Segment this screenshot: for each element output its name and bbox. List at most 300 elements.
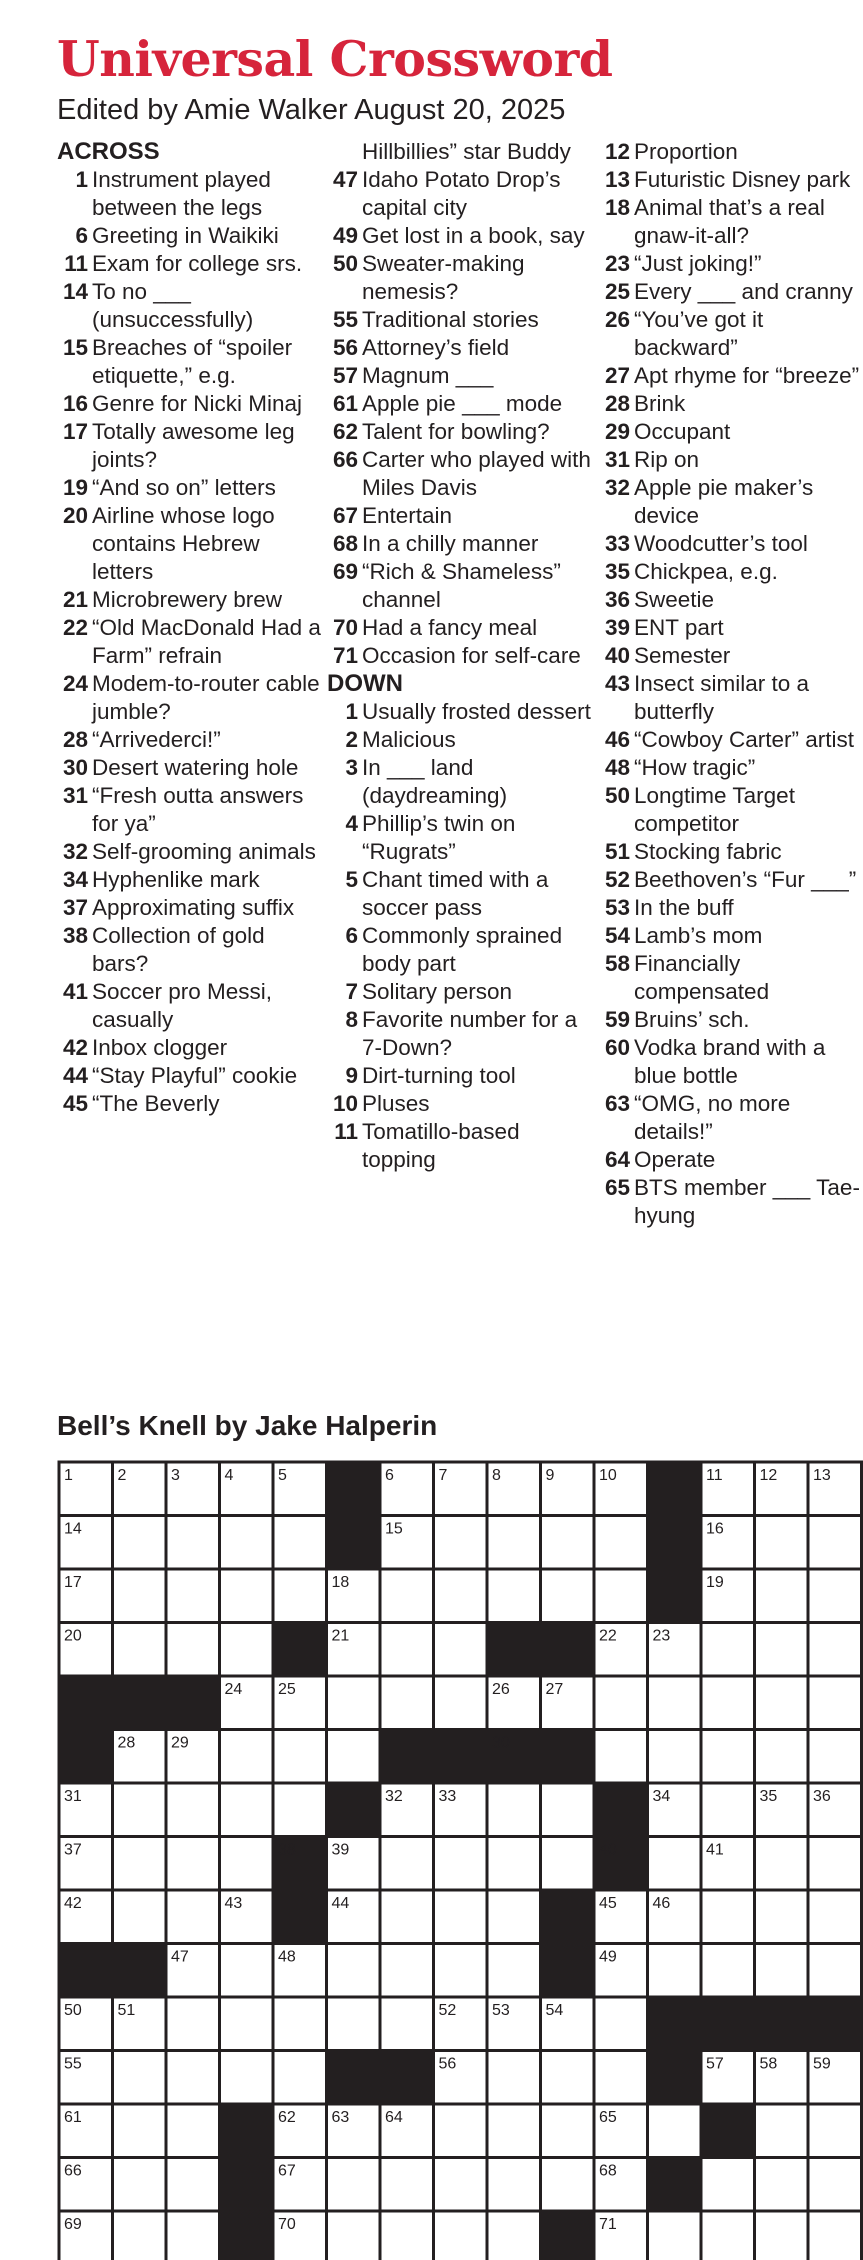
clue-text: Every ___ and cranny [634, 278, 863, 306]
clue-item[interactable] [57, 502, 325, 586]
clue-item[interactable] [327, 866, 595, 922]
clue-item[interactable] [599, 922, 863, 950]
clue-text: Chickpea, e.g. [634, 558, 863, 586]
grid-square[interactable] [755, 1623, 809, 1677]
grid-square[interactable] [273, 1569, 327, 1623]
cell-number: 66 [64, 2163, 82, 2180]
grid-square[interactable] [380, 2211, 434, 2260]
clue-item[interactable] [57, 726, 325, 754]
clue-item[interactable] [57, 978, 325, 1034]
clue-item[interactable] [57, 278, 325, 334]
clue-text: Pluses [362, 1090, 595, 1118]
grid-square[interactable] [166, 2051, 220, 2105]
block-square [541, 1890, 595, 1944]
clue-text: “And so on” letters [92, 474, 325, 502]
grid-square[interactable] [701, 1944, 755, 1998]
grid-square[interactable] [808, 1569, 862, 1623]
clue-number: 23 [599, 250, 630, 278]
clue-item[interactable] [327, 1062, 595, 1090]
grid-square[interactable] [113, 1890, 167, 1944]
clue-item[interactable] [327, 166, 595, 222]
cell-number: 10 [599, 1467, 617, 1484]
grid-square[interactable] [755, 1569, 809, 1623]
clue-text: Malicious [362, 726, 595, 754]
clue-text: Magnum ___ [362, 362, 595, 390]
grid-square[interactable] [166, 1997, 220, 2051]
clue-number: 16 [57, 390, 88, 418]
grid-square[interactable] [701, 1890, 755, 1944]
grid-square[interactable] [380, 1569, 434, 1623]
grid-square[interactable] [594, 1516, 648, 1570]
grid-square[interactable] [541, 1837, 595, 1891]
clue-item[interactable] [599, 726, 863, 754]
cell-number: 5 [278, 1467, 287, 1484]
clue-text: “Rich & Shameless” channel [362, 558, 595, 614]
clue-text: Insect similar to a butterfly [634, 670, 863, 726]
clue-number: 44 [57, 1062, 88, 1090]
grid-square[interactable] [701, 1676, 755, 1730]
grid-square[interactable] [327, 1730, 381, 1784]
grid-square[interactable] [434, 1623, 488, 1677]
grid-square[interactable] [166, 1783, 220, 1837]
clue-item[interactable] [327, 1090, 595, 1118]
grid-square[interactable] [113, 2211, 167, 2260]
clue-item[interactable] [599, 1174, 863, 1230]
clue-text: Occupant [634, 418, 863, 446]
grid-square[interactable] [594, 1676, 648, 1730]
clue-item[interactable] [599, 390, 863, 418]
clue-text: Get lost in a book, say [362, 222, 595, 250]
block-square [113, 1676, 167, 1730]
clue-text: Commonly sprained body part [362, 922, 595, 978]
clue-item[interactable] [57, 894, 325, 922]
clue-item[interactable] [327, 250, 595, 306]
grid-square[interactable] [487, 1569, 541, 1623]
grid-square[interactable] [701, 1783, 755, 1837]
clue-text: Beethoven’s “Fur ___” [634, 866, 863, 894]
grid-square[interactable] [166, 1569, 220, 1623]
clue-item[interactable] [57, 1034, 325, 1062]
clue-item[interactable] [599, 1006, 863, 1034]
grid-square[interactable] [755, 1890, 809, 1944]
grid-square[interactable] [701, 2158, 755, 2212]
clue-text: Talent for bowling? [362, 418, 595, 446]
clue-text: Semester [634, 642, 863, 670]
block-square [648, 1569, 702, 1623]
grid-square[interactable] [380, 2158, 434, 2212]
clue-item[interactable] [599, 138, 863, 166]
block-square [541, 1730, 595, 1784]
grid-square[interactable] [220, 1569, 274, 1623]
grid-square[interactable] [273, 1997, 327, 2051]
clue-number: 53 [599, 894, 630, 922]
cell-number: 68 [599, 2163, 617, 2180]
clue-text: Desert watering hole [92, 754, 325, 782]
clue-item[interactable] [599, 894, 863, 922]
grid-square[interactable] [380, 1997, 434, 2051]
grid-square[interactable] [166, 2104, 220, 2158]
grid-square[interactable] [327, 2211, 381, 2260]
clue-continuation: Hillbillies” star Buddy [327, 138, 595, 166]
block-square [59, 1676, 113, 1730]
grid-square[interactable] [113, 1516, 167, 1570]
clue-text: Phillip’s twin on “Rugrats” [362, 810, 595, 866]
grid-square[interactable] [487, 2104, 541, 2158]
clue-number: 37 [57, 894, 88, 922]
grid-square[interactable] [113, 2104, 167, 2158]
grid-square[interactable] [755, 2158, 809, 2212]
clue-number: 25 [599, 278, 630, 306]
grid-square[interactable] [755, 2211, 809, 2260]
block-square [59, 1730, 113, 1784]
clue-item[interactable] [57, 586, 325, 614]
clue-item[interactable] [599, 754, 863, 782]
clue-number: 69 [327, 558, 358, 586]
grid-square[interactable] [808, 2211, 862, 2260]
clue-item[interactable] [327, 922, 595, 978]
grid-square[interactable] [434, 1569, 488, 1623]
cell-number: 45 [599, 1895, 617, 1912]
grid-square[interactable] [113, 2051, 167, 2105]
grid-square[interactable] [808, 1516, 862, 1570]
grid-square[interactable] [113, 2158, 167, 2212]
clue-item[interactable] [327, 614, 595, 642]
clue-number: 39 [599, 614, 630, 642]
clue-text: Totally awesome leg joints? [92, 418, 325, 474]
grid-square[interactable] [648, 1676, 702, 1730]
grid-square[interactable] [273, 2051, 327, 2105]
grid-square[interactable] [487, 2051, 541, 2105]
down-heading: DOWN [327, 670, 595, 698]
clue-number: 50 [599, 782, 630, 810]
clue-text: Chant timed with a soccer pass [362, 866, 595, 922]
block-square [220, 2104, 274, 2158]
clue-item[interactable] [599, 838, 863, 866]
grid-square[interactable] [648, 1730, 702, 1784]
clue-text: Apple pie ___ mode [362, 390, 595, 418]
grid-square[interactable] [220, 2051, 274, 2105]
grid-square[interactable] [113, 1837, 167, 1891]
grid-square[interactable] [755, 1676, 809, 1730]
grid-square[interactable] [113, 1623, 167, 1677]
clue-item[interactable] [57, 390, 325, 418]
grid-square[interactable] [755, 2104, 809, 2158]
clue-item[interactable] [327, 1118, 595, 1174]
clue-text: To no ___ (unsuccessfully) [92, 278, 325, 334]
block-square [808, 1997, 862, 2051]
cell-number: 37 [64, 1842, 82, 1859]
grid-square[interactable] [220, 1944, 274, 1998]
block-square [701, 1997, 755, 2051]
clue-item[interactable] [57, 418, 325, 474]
grid-square[interactable] [755, 1837, 809, 1891]
clue-item[interactable] [57, 250, 325, 278]
clue-number: 24 [57, 670, 88, 698]
clue-item[interactable] [599, 558, 863, 586]
grid-square[interactable] [541, 1783, 595, 1837]
clue-number: 30 [57, 754, 88, 782]
grid-square[interactable] [755, 1944, 809, 1998]
clue-item[interactable] [327, 698, 595, 726]
clue-number: 61 [327, 390, 358, 418]
grid-square[interactable] [327, 2158, 381, 2212]
clue-text: Woodcutter’s tool [634, 530, 863, 558]
grid-square[interactable] [701, 1730, 755, 1784]
grid-square[interactable] [220, 1783, 274, 1837]
clue-item[interactable] [327, 530, 595, 558]
puzzle-title: Bell’s Knell by Jake Halperin [57, 1410, 437, 1442]
clue-item[interactable] [599, 1146, 863, 1174]
clue-text: Favorite number for a 7-Down? [362, 1006, 595, 1062]
grid-square[interactable] [380, 1837, 434, 1891]
cell-number: 70 [278, 2216, 296, 2233]
clue-number: 32 [599, 474, 630, 502]
grid-svg [57, 1460, 863, 2260]
grid-square[interactable] [487, 1944, 541, 1998]
grid-square[interactable] [220, 1730, 274, 1784]
grid-square[interactable] [808, 1676, 862, 1730]
grid-square[interactable] [273, 1730, 327, 1784]
clue-item[interactable] [599, 642, 863, 670]
grid-square[interactable] [808, 1623, 862, 1677]
clue-text: Sweetie [634, 586, 863, 614]
grid-square[interactable] [273, 1783, 327, 1837]
clue-item[interactable] [327, 642, 595, 670]
clue-item[interactable] [599, 474, 863, 530]
grid-square[interactable] [808, 1890, 862, 1944]
grid-square[interactable] [273, 1516, 327, 1570]
clue-item[interactable] [57, 670, 325, 726]
grid-square[interactable] [487, 2158, 541, 2212]
cell-number: 50 [64, 2002, 82, 2019]
clue-item[interactable] [327, 390, 595, 418]
clue-text: “Cowboy Carter” artist [634, 726, 863, 754]
grid-square[interactable] [808, 1944, 862, 1998]
grid-square[interactable] [380, 1676, 434, 1730]
grid-square[interactable] [380, 1623, 434, 1677]
clue-item[interactable] [599, 670, 863, 726]
clue-item[interactable] [599, 418, 863, 446]
grid-square[interactable] [220, 1997, 274, 2051]
clue-number: 9 [327, 1062, 358, 1090]
grid-square[interactable] [487, 1783, 541, 1837]
clue-item[interactable] [57, 614, 325, 670]
clue-item[interactable] [599, 950, 863, 1006]
grid-square[interactable] [380, 1890, 434, 1944]
grid-square[interactable] [487, 2211, 541, 2260]
clue-item[interactable] [327, 306, 595, 334]
clue-item[interactable] [599, 306, 863, 362]
block-square [273, 1623, 327, 1677]
grid-square[interactable] [380, 1944, 434, 1998]
clue-item[interactable] [599, 166, 863, 194]
clue-text: Proportion [634, 138, 863, 166]
grid-square[interactable] [808, 1837, 862, 1891]
clue-number: 64 [599, 1146, 630, 1174]
clue-number: 11 [327, 1118, 358, 1146]
grid-square[interactable] [594, 1569, 648, 1623]
clue-item[interactable] [57, 1062, 325, 1090]
clue-number: 29 [599, 418, 630, 446]
grid-square[interactable] [434, 2158, 488, 2212]
grid-square[interactable] [755, 1516, 809, 1570]
grid-square[interactable] [220, 1837, 274, 1891]
block-square [380, 2051, 434, 2105]
grid-square[interactable] [541, 2158, 595, 2212]
clue-item[interactable] [599, 362, 863, 390]
clue-item[interactable] [327, 362, 595, 390]
grid-square[interactable] [220, 1516, 274, 1570]
cell-number: 69 [64, 2216, 82, 2233]
grid-square[interactable] [808, 1730, 862, 1784]
clue-item[interactable] [57, 754, 325, 782]
clue-number: 36 [599, 586, 630, 614]
clue-item[interactable] [599, 194, 863, 250]
grid-square[interactable] [220, 1623, 274, 1677]
clue-item[interactable] [599, 614, 863, 642]
grid-square[interactable] [594, 1997, 648, 2051]
clue-text: Apt rhyme for “breeze” [634, 362, 863, 390]
clue-item[interactable] [57, 782, 325, 838]
cell-number: 34 [653, 1788, 671, 1805]
grid-square[interactable] [808, 2104, 862, 2158]
grid-square[interactable] [434, 2104, 488, 2158]
grid-square[interactable] [755, 1730, 809, 1784]
clue-text: Approximating suffix [92, 894, 325, 922]
clue-item[interactable] [57, 222, 325, 250]
clue-number: 55 [327, 306, 358, 334]
cell-number: 52 [439, 2002, 457, 2019]
grid-square[interactable] [327, 1944, 381, 1998]
crossword-grid[interactable] [57, 1460, 863, 2260]
grid-square[interactable] [541, 1569, 595, 1623]
grid-square[interactable] [327, 1676, 381, 1730]
clue-item[interactable] [599, 530, 863, 558]
cell-number: 51 [118, 2002, 136, 2019]
clue-text: Collection of gold bars? [92, 922, 325, 978]
clue-item[interactable] [327, 418, 595, 446]
grid-square[interactable] [648, 2211, 702, 2260]
grid-square[interactable] [166, 2211, 220, 2260]
clue-item[interactable] [327, 754, 595, 810]
grid-square[interactable] [327, 1997, 381, 2051]
clue-text: Had a fancy meal [362, 614, 595, 642]
grid-square[interactable] [434, 2211, 488, 2260]
grid-square[interactable] [648, 1944, 702, 1998]
block-square [327, 1783, 381, 1837]
cell-number: 1 [64, 1467, 73, 1484]
grid-square[interactable] [166, 1516, 220, 1570]
clue-item[interactable] [327, 502, 595, 530]
grid-square[interactable] [166, 2158, 220, 2212]
cell-number: 43 [225, 1895, 243, 1912]
clue-number: 6 [57, 222, 88, 250]
clue-text: Futuristic Disney park [634, 166, 863, 194]
block-square [755, 1997, 809, 2051]
clue-item[interactable] [57, 334, 325, 390]
grid-square[interactable] [594, 2051, 648, 2105]
clue-item[interactable] [599, 250, 863, 278]
grid-square[interactable] [487, 1890, 541, 1944]
cell-number: 48 [278, 1949, 296, 1966]
grid-square[interactable] [541, 2051, 595, 2105]
grid-square[interactable] [434, 1944, 488, 1998]
grid-square[interactable] [434, 1837, 488, 1891]
cell-number: 4 [225, 1467, 234, 1484]
clue-text: Exam for college srs. [92, 250, 325, 278]
grid-square[interactable] [434, 1890, 488, 1944]
clue-item[interactable] [599, 1034, 863, 1090]
clue-item[interactable] [327, 810, 595, 866]
grid-square[interactable] [648, 1837, 702, 1891]
grid-square[interactable] [487, 1516, 541, 1570]
clue-item[interactable] [599, 866, 863, 894]
clue-item[interactable] [599, 1090, 863, 1146]
clue-item[interactable] [57, 166, 325, 222]
grid-square[interactable] [701, 1623, 755, 1677]
cell-number: 28 [118, 1735, 136, 1752]
clue-item[interactable] [599, 782, 863, 838]
editor-and-date: Edited by Amie Walker August 20, 2025 [57, 94, 565, 127]
clue-item[interactable] [57, 838, 325, 866]
clue-item[interactable] [599, 278, 863, 306]
clue-item[interactable] [599, 586, 863, 614]
cell-number: 18 [332, 1574, 350, 1591]
clue-item[interactable] [327, 446, 595, 502]
clue-text: Animal that’s a real gnaw-it-all? [634, 194, 863, 250]
grid-square[interactable] [166, 1890, 220, 1944]
grid-square[interactable] [487, 1837, 541, 1891]
clue-item[interactable] [57, 866, 325, 894]
cell-number: 42 [64, 1895, 82, 1912]
clue-text: Attorney’s field [362, 334, 595, 362]
clue-number: 21 [57, 586, 88, 614]
cell-number: 55 [64, 2056, 82, 2073]
clue-text: Instrument played between the legs [92, 166, 325, 222]
clue-item[interactable] [327, 1006, 595, 1062]
grid-square[interactable] [166, 1623, 220, 1677]
clue-item[interactable] [327, 726, 595, 754]
grid-square[interactable] [434, 1516, 488, 1570]
clue-item[interactable] [57, 1090, 325, 1118]
grid-square[interactable] [541, 1516, 595, 1570]
clue-item[interactable] [327, 558, 595, 614]
clue-number: 19 [57, 474, 88, 502]
grid-square[interactable] [113, 1569, 167, 1623]
grid-square[interactable] [808, 2158, 862, 2212]
cell-number: 25 [278, 1681, 296, 1698]
grid-square[interactable] [701, 2211, 755, 2260]
clue-item[interactable] [327, 222, 595, 250]
grid-square[interactable] [541, 2104, 595, 2158]
clue-item[interactable] [57, 922, 325, 978]
grid-square[interactable] [113, 1783, 167, 1837]
block-square [327, 2051, 381, 2105]
clue-item[interactable] [57, 474, 325, 502]
block-square [541, 1623, 595, 1677]
grid-square[interactable] [648, 2104, 702, 2158]
clue-item[interactable] [599, 446, 863, 474]
clue-number: 70 [327, 614, 358, 642]
clue-number: 49 [327, 222, 358, 250]
clue-item[interactable] [327, 978, 595, 1006]
clue-item[interactable] [327, 334, 595, 362]
grid-square[interactable] [166, 1837, 220, 1891]
clue-number: 1 [57, 166, 88, 194]
grid-square[interactable] [594, 1730, 648, 1784]
cell-number: 3 [171, 1467, 180, 1484]
grid-square[interactable] [434, 1676, 488, 1730]
